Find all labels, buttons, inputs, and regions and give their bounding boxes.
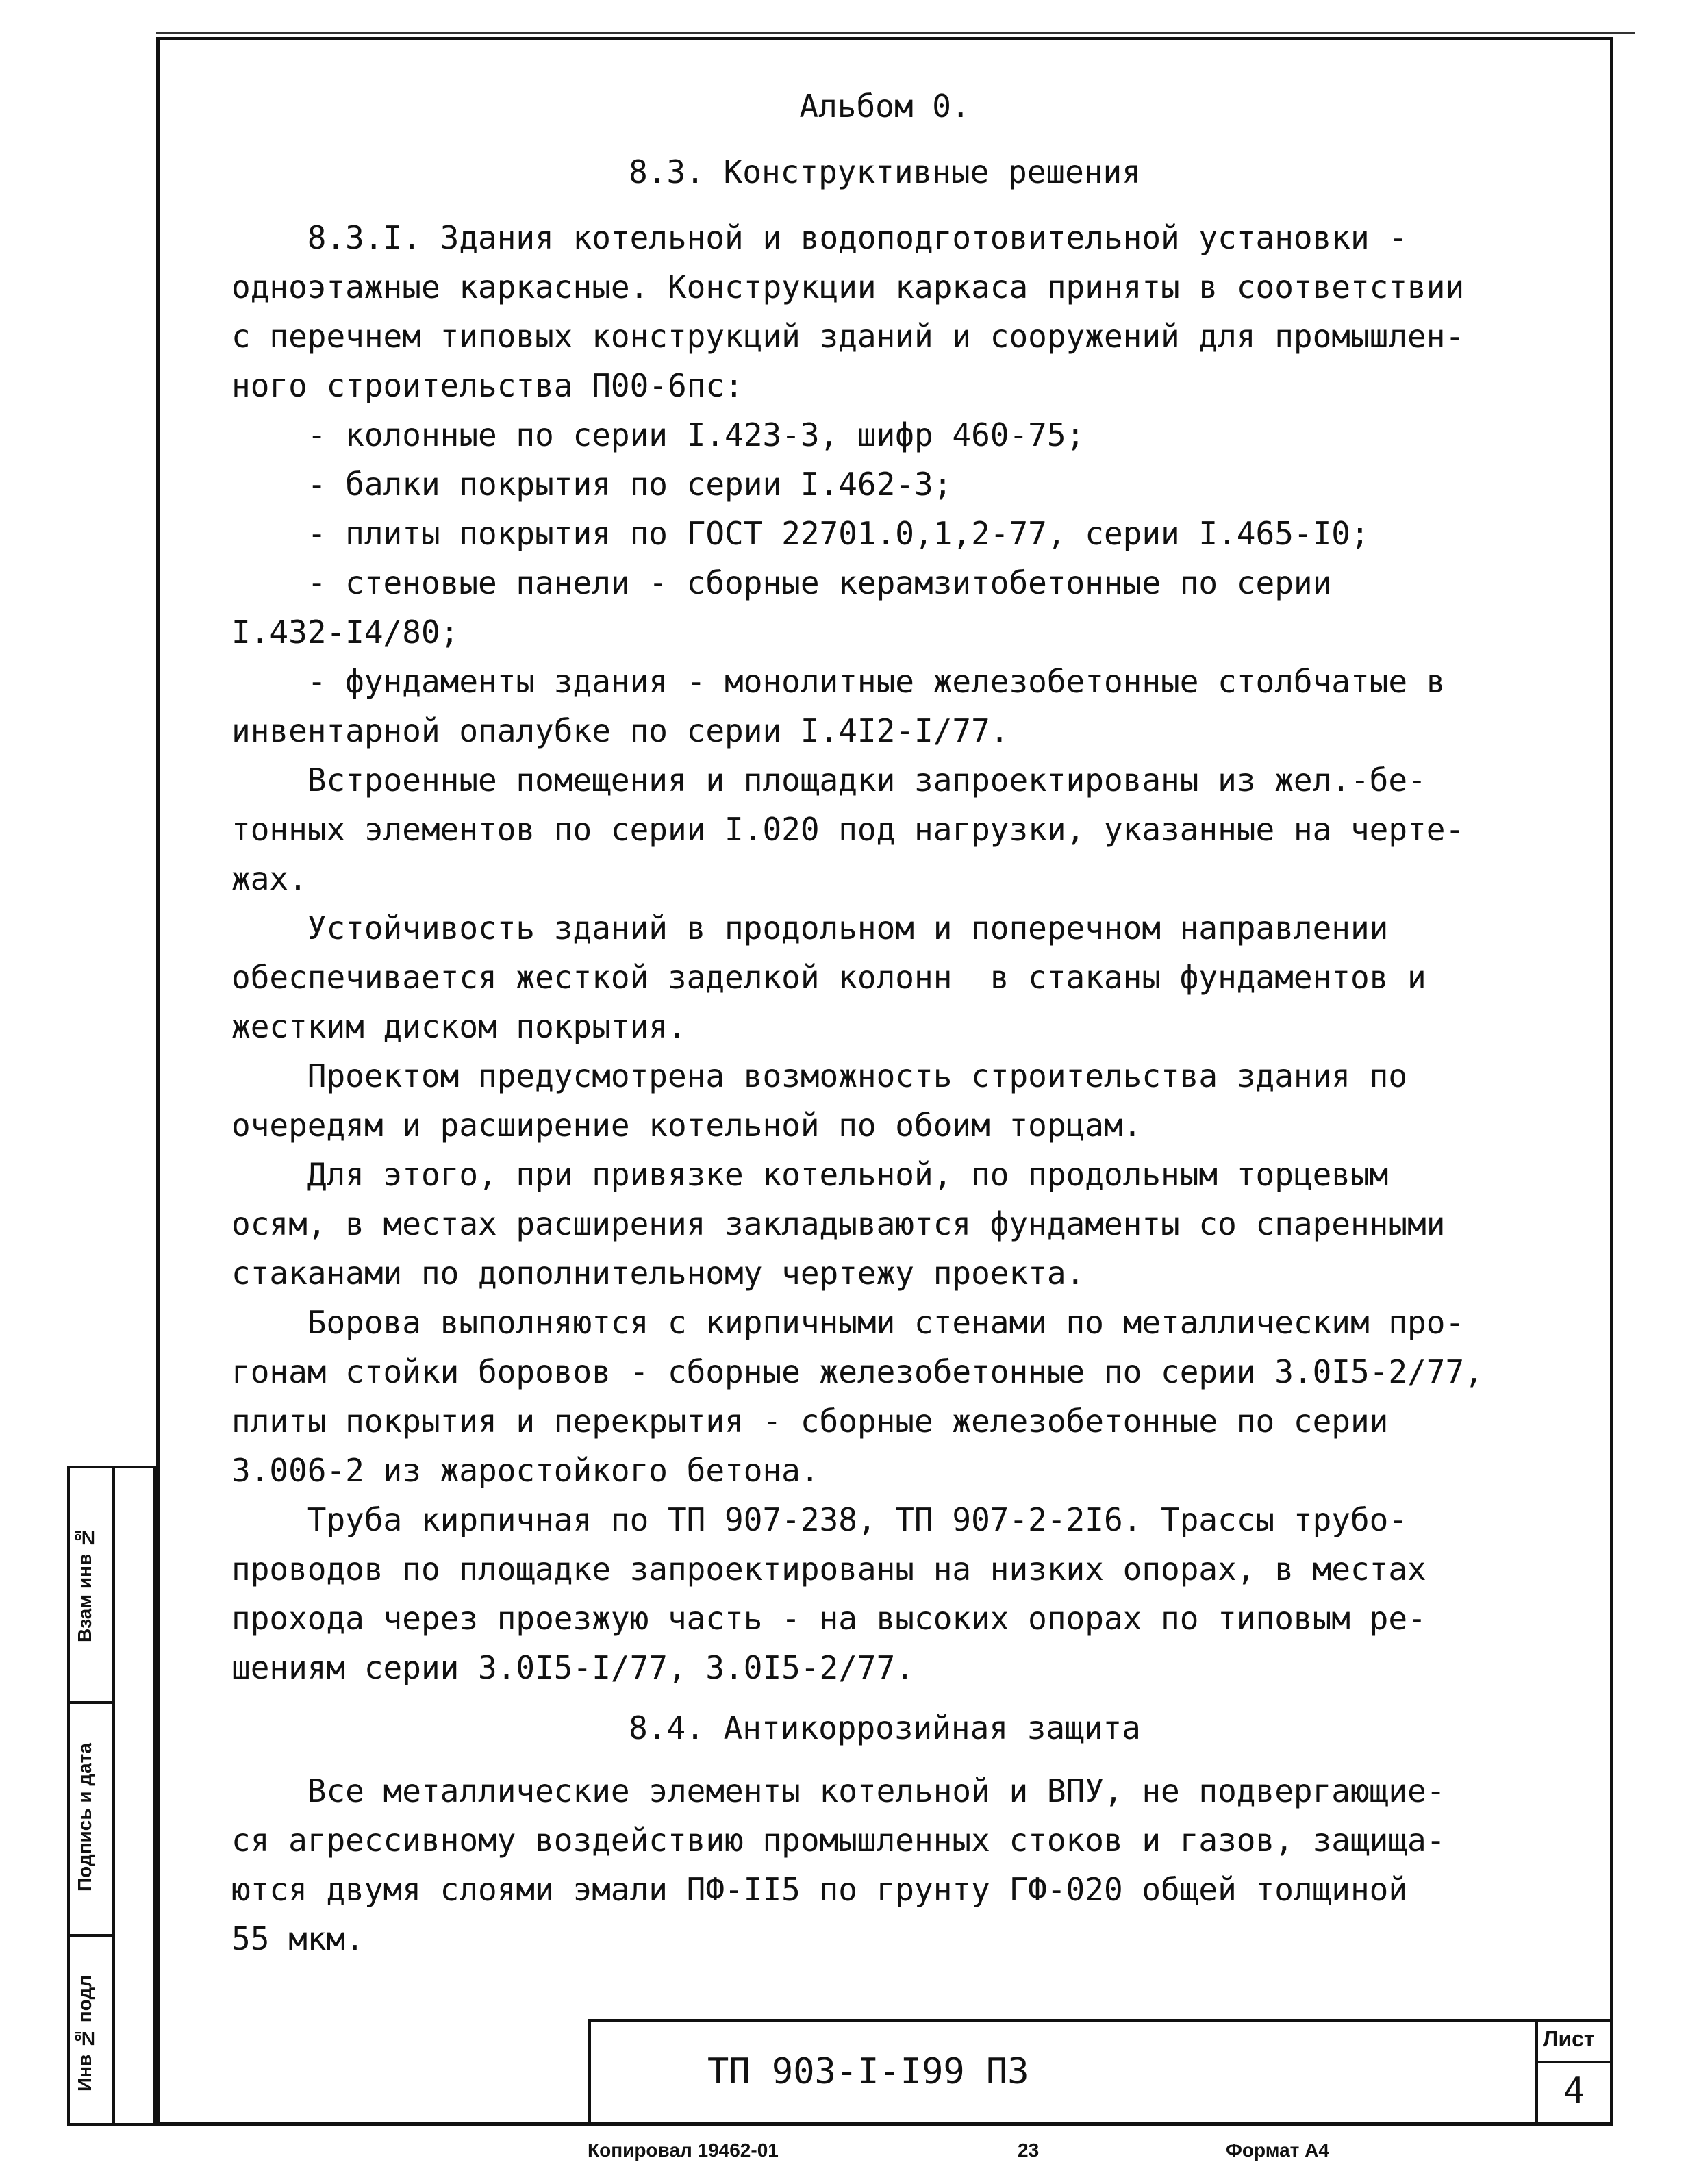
strip-separator <box>70 1934 112 1937</box>
footer-number: 23 <box>1018 2139 1040 2161</box>
text-line: 55 мкм. <box>231 1920 364 1957</box>
text-line: прохода через проезжую часть - на высоких опорах по типовым ре- <box>231 1600 1426 1637</box>
text-line: Устойчивость зданий в продольном и поперечном направлении <box>231 909 1389 946</box>
text-line: плиты покрытия и перекрытия - сборные железобетонные по серии <box>231 1403 1389 1440</box>
text-line: тонных элементов по серии I.020 под нагрузки, указанные на черте- <box>231 811 1465 848</box>
title-block <box>588 2019 1613 2126</box>
album-title: Альбом 0. <box>799 88 970 125</box>
stamp-sign-date: Подпись и дата <box>74 1743 95 1892</box>
text-line: шениям серии 3.0I5-I/77, 3.0I5-2/77. <box>231 1649 914 1686</box>
text-line: одноэтажные каркасные. Конструкции каркаса приняты в соответствии <box>231 268 1465 305</box>
strip-divider <box>112 1468 115 2123</box>
text-line: Проектом предусмотрена возможность строительства здания по <box>231 1057 1408 1094</box>
text-line: - колонные по серии I.423-3, шифр 460-75; <box>231 416 1085 453</box>
text-line: очередям и расширение котельной по обоим торцам. <box>231 1107 1142 1144</box>
text-line: - фундаменты здания - монолитные железобетонные столбчатые в <box>231 663 1446 700</box>
text-line: стаканами по дополнительному чертежу проекта. <box>231 1255 1085 1292</box>
document-code: ТП 903-I-I99 ПЗ <box>707 2051 1029 2092</box>
stamp-inv-orig: Инв № подл <box>74 1975 95 2092</box>
text-line: с перечнем типовых конструкций зданий и сооружений для промышлен- <box>231 318 1465 355</box>
text-line: обеспечивается жесткой заделкой колонн в стаканы фундаментов и <box>231 959 1426 996</box>
text-line: ного строительства П00-6пс: <box>231 367 744 404</box>
text-line: Борова выполняются с кирпичными стенами по металлическим про- <box>231 1304 1465 1341</box>
text-line: ся агрессивному воздействию промышленных стоков и газов, защища- <box>231 1822 1446 1859</box>
footer-format: Формат А4 <box>1226 2139 1329 2161</box>
section-83-title: 8.3. Конструктивные решения <box>629 153 1141 190</box>
text-line: жестким диском покрытия. <box>231 1008 687 1045</box>
title-block-divider <box>1535 2022 1538 2126</box>
text-line: инвентарной опалубке по серии I.4I2-I/77. <box>231 712 1009 749</box>
section-84-title: 8.4. Антикоррозийная защита <box>629 1709 1141 1746</box>
text-line: - плиты покрытия по ГОСТ 22701.0,1,2-77, серии I.465-I0; <box>231 515 1370 552</box>
stamp-strip <box>67 1466 156 2126</box>
top-rule <box>156 32 1635 34</box>
text-line: I.432-I4/80; <box>231 614 460 651</box>
text-line: Встроенные помещения и площадки запроектированы из жел.-бе- <box>231 762 1426 799</box>
strip-separator <box>70 1701 112 1704</box>
text-line: жах. <box>231 860 307 897</box>
text-line: - балки покрытия по серии I.462-3; <box>231 466 953 503</box>
text-line: Для этого, при привязке котельной, по продольным торцевым <box>231 1156 1389 1193</box>
text-line: осям, в местах расширения закладываются фундаменты со спаренными <box>231 1205 1446 1242</box>
text-line: Все металлические элементы котельной и ВПУ, не подвергающие- <box>231 1772 1446 1809</box>
text-line: проводов по площадке запроектированы на низких опорах, в местах <box>231 1551 1426 1587</box>
text-line: - стеновые панели - сборные керамзитобетонные по серии <box>231 564 1332 601</box>
text-line: Труба кирпичная по ТП 907-238, ТП 907-2-2I6. Трассы трубо- <box>231 1501 1408 1538</box>
text-line: ются двумя слоями эмали ПФ-II5 по грунту ГФ-020 общей толщиной <box>231 1871 1408 1908</box>
text-line: 8.3.I. Здания котельной и водоподготовительной установки - <box>231 219 1408 256</box>
sheet-number: 4 <box>1563 2070 1585 2111</box>
sheet-label: Лист <box>1543 2026 1595 2051</box>
text-line: 3.006-2 из жаростойкого бетона. <box>231 1452 820 1489</box>
text-line: гонам стойки боровов - сборные железобетонные по серии 3.0I5-2/77, <box>231 1353 1483 1390</box>
footer-copied: Копировал 19462-01 <box>588 2139 779 2161</box>
sheet-cell-divider <box>1535 2061 1613 2063</box>
stamp-replace-inv: Взам инв № <box>74 1527 95 1642</box>
